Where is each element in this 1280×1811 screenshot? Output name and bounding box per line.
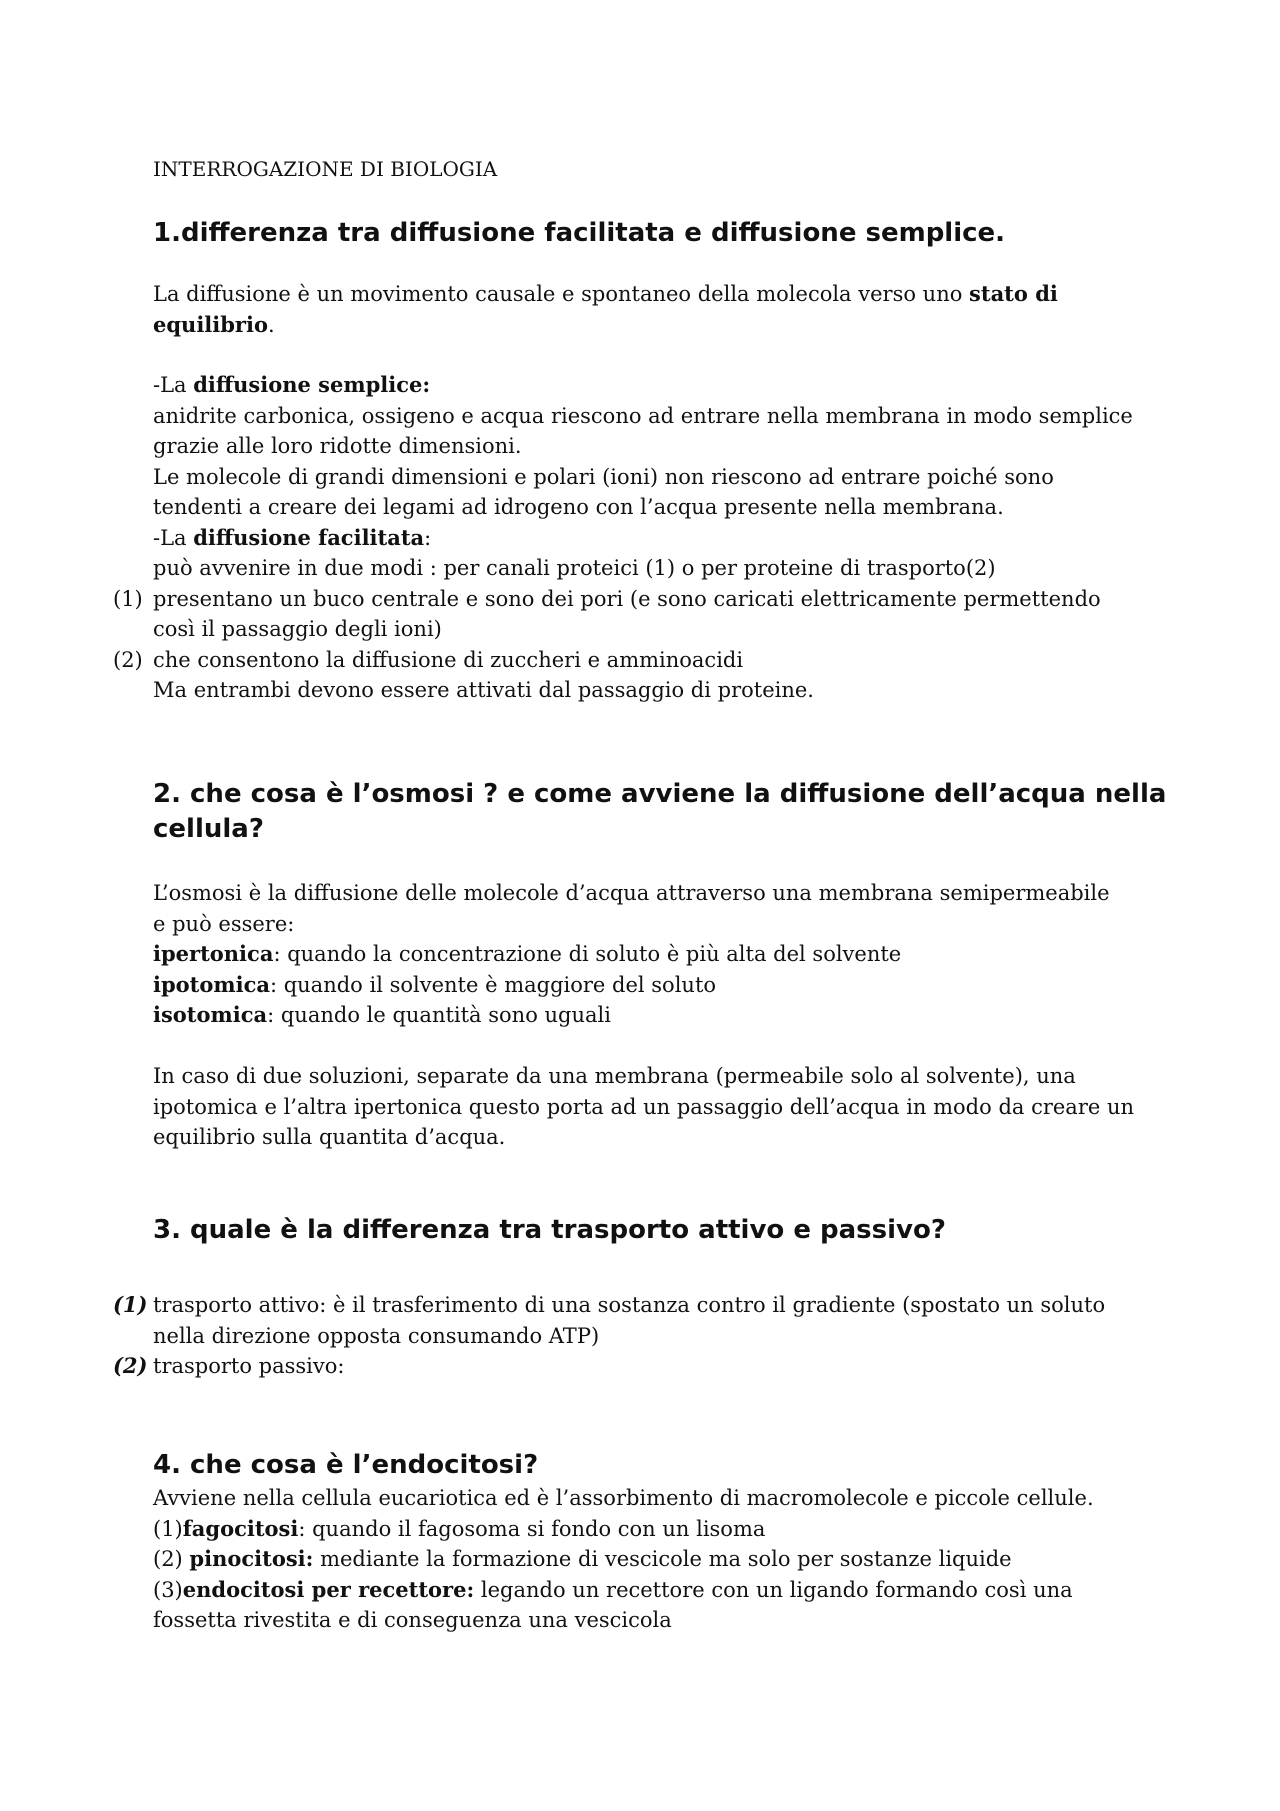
q1-semplice-line-3: Le molecole di grandi dimensioni e polari (ioni) non riescono ad entrare poiché sono	[153, 464, 1054, 489]
list-marker: (2)	[113, 647, 143, 672]
q1-semplice-term: diffusione semplice:	[193, 372, 431, 397]
q2-paragraph-line-2: ipotomica e l’altra ipertonica questo porta ad un passaggio dell’acqua in modo da creare un	[153, 1094, 1135, 1119]
question-1-intro	[153, 279, 1163, 340]
list-item	[153, 1000, 1163, 1031]
question-4-body	[153, 1483, 1163, 1636]
q3-item-1-line-1: trasporto attivo: è il trasferimento di una sostanza contro il gradiente (spostato un soluto	[153, 1293, 1106, 1317]
q4-item-term: endocitosi per recettore:	[182, 1576, 475, 1602]
question-2-heading	[153, 777, 1167, 847]
question-4-heading: 4. che cosa è l’endocitosi?	[153, 1450, 539, 1480]
q1-semplice-line-2: grazie alle loro ridotte dimensioni.	[153, 434, 522, 458]
q2-type-desc: : quando la concentrazione di soluto è più alta del solvente	[273, 942, 902, 966]
q2-paragraph-line-1: In caso di due soluzioni, separate da una membrana (permeabile solo al solvente), una	[153, 1064, 1076, 1088]
list-item	[153, 1514, 1163, 1545]
q4-intro: Avviene nella cellula eucariotica ed è l’assorbimento di macromolecole e piccole cellule.	[153, 1486, 1094, 1510]
list-marker: (2)	[113, 1353, 148, 1378]
q4-item-desc: legando un recettore con un ligando formando così una	[474, 1577, 1073, 1602]
q1-item-1-line-2: così il passaggio degli ioni)	[153, 617, 442, 641]
q4-item-term: pinocitosi:	[189, 1546, 314, 1571]
q1-facilitata-term: diffusione facilitata	[193, 524, 425, 550]
q4-closing: fossetta rivestita e di conseguenza una vescicola	[153, 1608, 672, 1632]
q2-definition-line-1: L’osmosi è la diffusione delle molecole d’acqua attraverso una membrana semipermeabile	[153, 881, 1110, 905]
list-marker: (1)	[113, 586, 143, 611]
list-marker: (1)	[113, 1292, 148, 1317]
q1-intro-end: .	[267, 312, 275, 337]
q2-heading-line-2: cellula?	[153, 814, 264, 844]
q2-type-term: ipertonica	[153, 941, 274, 966]
q1-facilitata-line-1: può avvenire in due modi : per canali proteici (1) o per proteine di trasporto(2)	[153, 556, 996, 580]
q1-intro-bold: stato di	[969, 281, 1058, 306]
list-item	[113, 1290, 1163, 1321]
list-item	[113, 645, 1163, 676]
list-item	[113, 1351, 1163, 1382]
q4-item-desc: : quando il fagosoma si fondo con un lisoma	[298, 1516, 766, 1541]
document-title: INTERROGAZIONE DI BIOLOGIA	[153, 157, 498, 181]
list-item	[153, 970, 1163, 1001]
q2-type-desc: : quando il solvente è maggiore del soluto	[269, 972, 717, 997]
question-1-heading: 1.differenza tra diffusione facilitata e diffusione semplice.	[153, 218, 1006, 248]
q1-item-1-line-1: presentano un buco centrale e sono dei pori (e sono caricati elettricamente permettendo	[153, 586, 1101, 611]
list-item	[113, 584, 1163, 615]
q2-heading-line-1: 2. che cosa è l’osmosi ? e come avviene la diffusione dell’acqua nella	[153, 779, 1167, 809]
q2-type-desc: : quando le quantità sono uguali	[267, 1003, 611, 1027]
q4-item-desc: mediante la formazione di vescicole ma solo per sostanze liquide	[313, 1547, 1012, 1571]
question-2-body	[153, 878, 1163, 1031]
q1-semplice-prefix: -La	[153, 373, 194, 397]
q1-closing: Ma entrambi devono essere attivati dal passaggio di proteine.	[153, 678, 814, 702]
q4-item-number: (1)	[153, 1516, 183, 1541]
q4-item-number: (2)	[153, 1547, 190, 1571]
q1-semplice-line-1: anidrite carbonica, ossigeno e acqua riescono ad entrare nella membrana in modo semplice	[153, 403, 1133, 428]
q2-paragraph-line-3: equilibrio sulla quantita d’acqua.	[153, 1125, 506, 1149]
q4-item-term: fagocitosi	[182, 1515, 299, 1541]
question-2-paragraph	[153, 1061, 1163, 1153]
q1-facilitata-prefix: -La	[153, 525, 194, 550]
q3-item-1-line-2: nella direzione opposta consumando ATP)	[153, 1323, 600, 1348]
q2-definition-line-2: e può essere:	[153, 911, 295, 936]
q1-intro-text: La diffusione è un movimento causale e spontaneo della molecola verso uno	[153, 282, 970, 306]
question-3-body	[113, 1290, 1163, 1382]
q1-facilitata-colon: :	[424, 525, 432, 550]
list-item	[153, 1575, 1163, 1606]
q4-item-number: (3)	[153, 1577, 183, 1602]
q1-item-2-line-1: che consentono la diffusione di zuccheri e amminoacidi	[153, 647, 744, 672]
q2-type-term: ipotomica	[153, 971, 270, 997]
question-1-body	[113, 370, 1163, 706]
question-3-heading: 3. quale è la differenza tra trasporto attivo e passivo?	[153, 1215, 946, 1245]
list-item	[153, 939, 1163, 970]
q1-semplice-line-4: tendenti a creare dei legami ad idrogeno con l’acqua presente nella membrana.	[153, 495, 1004, 519]
list-item	[153, 1544, 1163, 1575]
q1-intro-bold-2: equilibrio	[153, 311, 268, 337]
q3-item-2-line-1: trasporto passivo:	[153, 1354, 345, 1378]
q2-type-term: isotomica	[153, 1002, 268, 1027]
